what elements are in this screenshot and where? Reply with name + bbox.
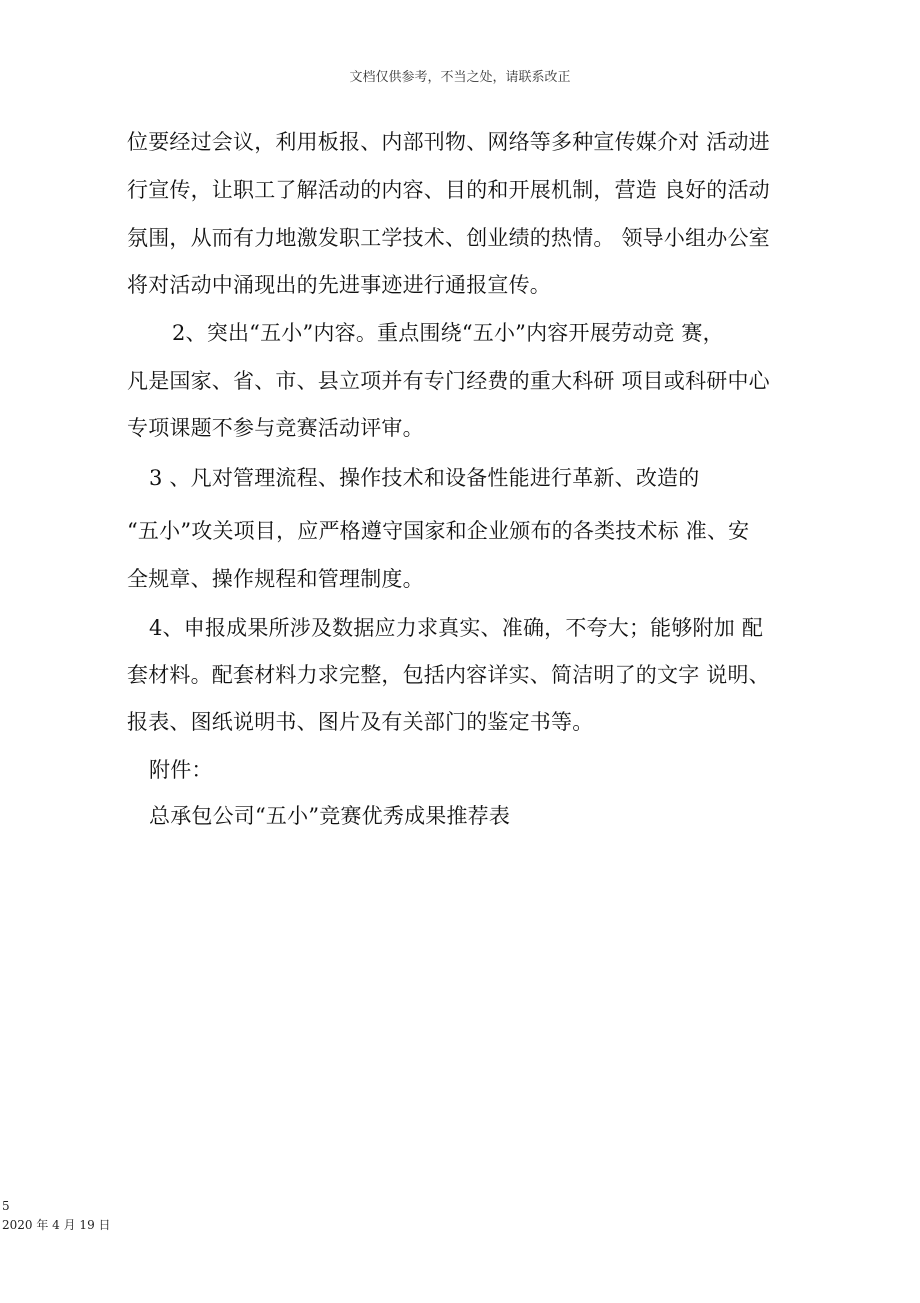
body-line: 附件： — [149, 758, 213, 782]
body-line: 套材料。配套材料力求完整，包括内容详实、简洁明了的文字 说明、 — [127, 663, 770, 687]
page-number: 5 — [2, 1199, 10, 1213]
header-note: 文档仅供参考，不当之处，请联系改正 — [349, 70, 571, 85]
body-line: 全规章、操作规程和管理制度。 — [127, 567, 424, 591]
body-line: 3 、凡对管理流程、操作技术和设备性能进行革新、改造的 — [149, 466, 700, 490]
body-line: 4、申报成果所涉及数据应力求真实、准确，不夸大；能够附加 配 — [149, 616, 764, 640]
document-date: 2020 年 4 月 19 日 — [2, 1218, 111, 1232]
body-line: 位要经过会议，利用板报、内部刊物、网络等多种宣传媒介对 活动进 — [127, 130, 770, 154]
body-line: 2、突出“五小”内容。重点围绕“五小”内容开展劳动竞 赛， — [172, 321, 724, 345]
body-line: 总承包公司“五小”竞赛优秀成果推荐表 — [149, 804, 511, 828]
body-line: 氛围，从而有力地激发职工学技术、创业绩的热情。 领导小组办公室 — [127, 226, 770, 250]
body-line: 将对活动中涌现出的先进事迹进行通报宣传。 — [127, 273, 551, 297]
body-line: 专项课题不参与竞赛活动评审。 — [127, 416, 424, 440]
body-line: 报表、图纸说明书、图片及有关部门的鉴定书等。 — [127, 710, 594, 734]
body-line: 行宣传，让职工了解活动的内容、目的和开展机制，营造 良好的活动 — [127, 178, 770, 202]
body-line: “五小”攻关项目，应严格遵守国家和企业颁布的各类技术标 准、安 — [127, 519, 750, 543]
body-line: 凡是国家、省、市、县立项并有专门经费的重大科研 项目或科研中心 — [127, 369, 770, 393]
